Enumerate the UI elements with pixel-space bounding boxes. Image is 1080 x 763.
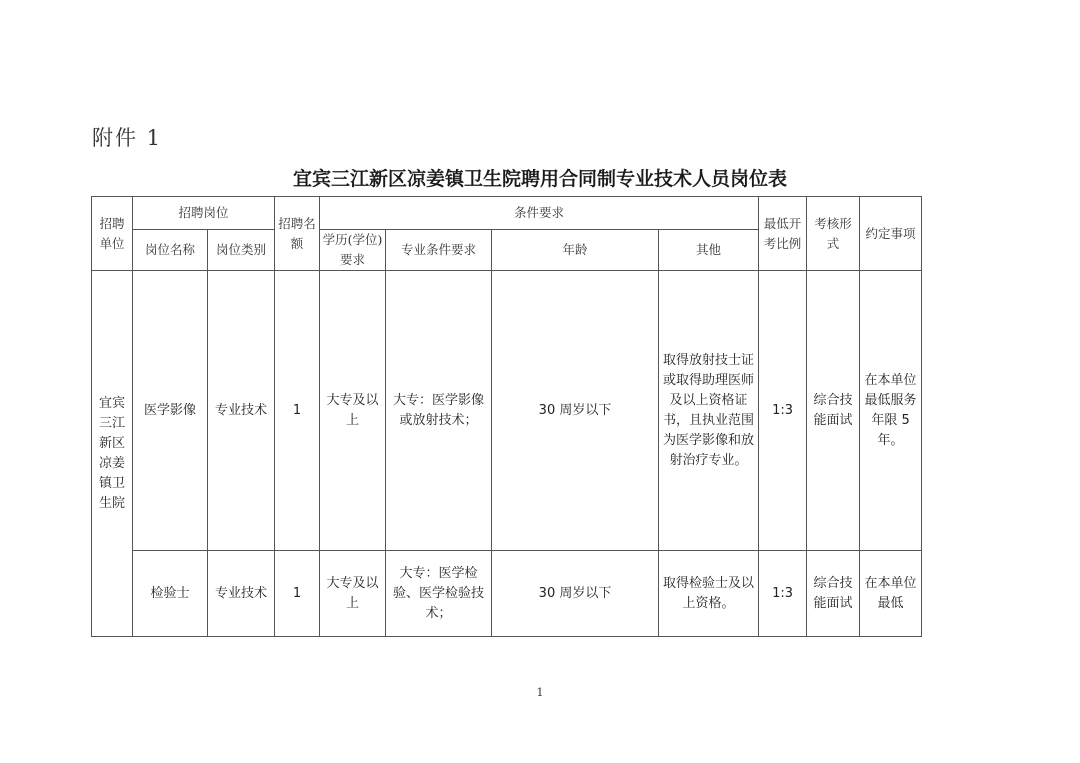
table-row: [92, 551, 922, 637]
terms-cell: 在本单位最低服务年限 5 年。: [860, 271, 922, 551]
terms-cell: 在本单位最低: [860, 551, 922, 637]
header-major: 专业条件要求: [386, 230, 492, 271]
major-cell: 大专：医学影像或放射技术；: [386, 271, 492, 551]
age-cell: 30 周岁以下: [492, 551, 659, 637]
header-other: 其他: [659, 230, 759, 271]
unit-name-cell: 宜宾三江新区凉姜镇卫生院: [92, 271, 133, 637]
position-type-cell: 专业技术: [208, 271, 275, 551]
major-cell: 大专：医学检验、医学检验技术；: [386, 551, 492, 637]
quota-cell: 1: [275, 271, 320, 551]
exam-cell: 综合技能面试: [807, 271, 860, 551]
header-position-group: 招聘岗位: [133, 197, 275, 230]
position-name-cell: 医学影像: [133, 271, 208, 551]
header-exam: 考核形式: [807, 197, 860, 271]
attachment-label: 附件 1: [92, 126, 163, 150]
header-conditions: 条件要求: [320, 197, 759, 230]
position-type-cell: 专业技术: [208, 551, 275, 637]
other-cell: 取得放射技士证或取得助理医师及以上资格证书，且执业范围为医学影像和放射治疗专业。: [659, 271, 759, 551]
header-quota: 招聘名额: [275, 197, 320, 271]
header-unit: 招聘单位: [92, 197, 133, 271]
education-cell: 大专及以上: [320, 271, 386, 551]
page-number: 1: [536, 686, 544, 699]
table-row: [92, 271, 922, 551]
header-ratio: 最低开考比例: [759, 197, 807, 271]
header-education: 学历(学位)要求: [320, 230, 386, 271]
exam-cell: 综合技能面试: [807, 551, 860, 637]
ratio-cell: 1:3: [759, 551, 807, 637]
position-name-cell: 检验士: [133, 551, 208, 637]
education-cell: 大专及以上: [320, 551, 386, 637]
quota-cell: 1: [275, 551, 320, 637]
header-position-name: 岗位名称: [133, 230, 208, 271]
header-age: 年龄: [492, 230, 659, 271]
other-cell: 取得检验士及以上资格。: [659, 551, 759, 637]
header-position-type: 岗位类别: [208, 230, 275, 271]
age-cell: 30 周岁以下: [492, 271, 659, 551]
ratio-cell: 1:3: [759, 271, 807, 551]
position-table: [91, 196, 922, 637]
header-terms: 约定事项: [860, 197, 922, 271]
header-row-1: [92, 197, 922, 230]
document-title: 宜宾三江新区凉姜镇卫生院聘用合同制专业技术人员岗位表: [292, 168, 787, 190]
